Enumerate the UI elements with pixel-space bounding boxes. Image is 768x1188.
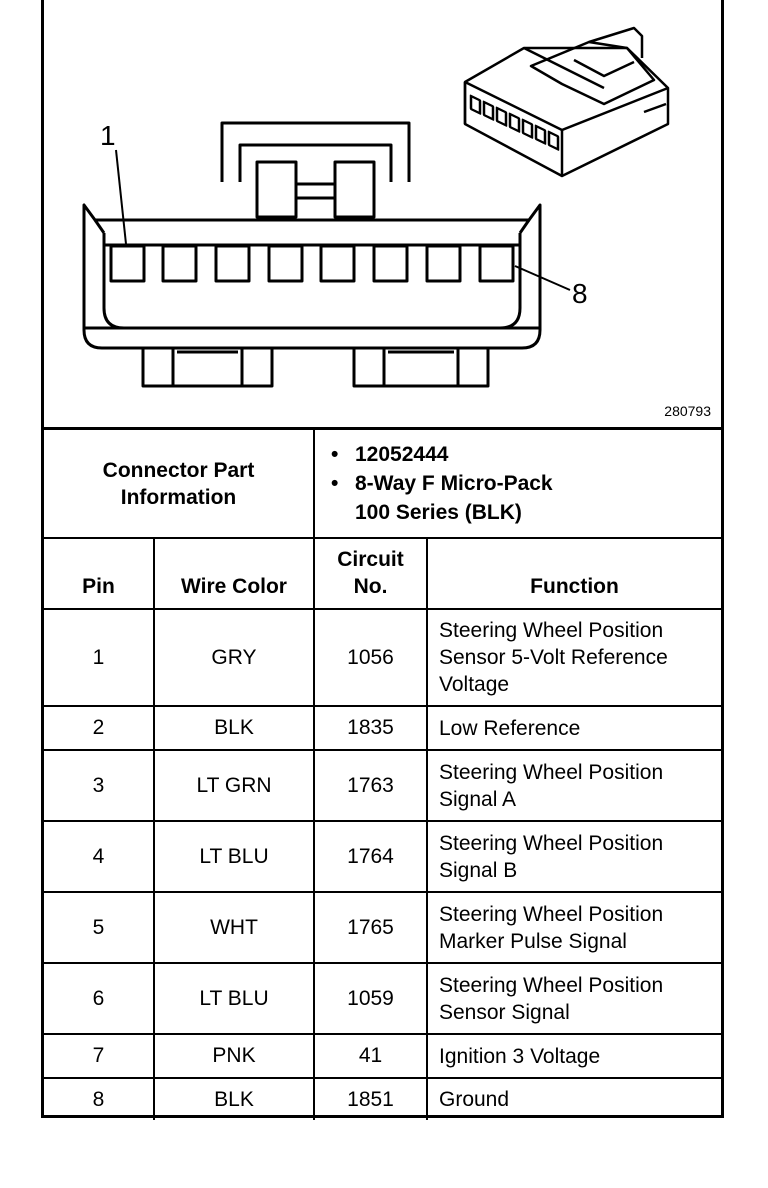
part-description-line2: 100 Series (BLK): [355, 501, 522, 524]
function-cell: [427, 750, 721, 821]
part-info-label-line2: Information: [120, 485, 237, 509]
wire-color-cell: WHT: [154, 892, 314, 963]
header-row: [44, 538, 721, 609]
circuit-cell: 1835: [314, 706, 427, 750]
function-line: Sensor 5-Volt Reference: [439, 646, 668, 669]
function-line: Steering Wheel Position: [439, 619, 664, 642]
figure-id: 280793: [664, 403, 711, 419]
circuit-cell: 1764: [314, 821, 427, 892]
function-line: Steering Wheel Position: [439, 902, 664, 926]
function-line: Sensor Signal: [439, 1000, 570, 1024]
part-info-label-line1: Connector Part: [102, 458, 255, 482]
table-row: [44, 892, 721, 963]
pin-cell: 1: [44, 609, 154, 706]
wire-color-header: Wire Color: [154, 538, 314, 609]
part-info-label: [44, 430, 314, 538]
circuit-cell: 1059: [314, 963, 427, 1034]
part-number: 12052444: [355, 443, 449, 466]
function-line: Signal A: [439, 787, 517, 811]
wire-color-cell: BLK: [154, 706, 314, 750]
wire-color-cell: LT BLU: [154, 821, 314, 892]
function-line: Steering Wheel Position: [439, 760, 664, 784]
table-row: [44, 963, 721, 1034]
pin-cell: 6: [44, 963, 154, 1034]
pin-cell: 7: [44, 1034, 154, 1078]
function-line: Low Reference: [439, 716, 581, 740]
pin-cell: 5: [44, 892, 154, 963]
function-line: Steering Wheel Position: [439, 973, 664, 997]
function-cell: [427, 706, 721, 750]
pin-cell: 8: [44, 1078, 154, 1120]
circuit-cell: 1056: [314, 609, 427, 706]
circuit-cell: 1763: [314, 750, 427, 821]
function-line: Steering Wheel Position: [439, 831, 664, 855]
part-info-row: [44, 430, 721, 538]
function-cell: [427, 892, 721, 963]
function-line: Marker Pulse Signal: [439, 929, 627, 953]
function-cell: [427, 609, 721, 706]
function-cell: [427, 963, 721, 1034]
pin-cell: 2: [44, 706, 154, 750]
wire-color-cell: GRY: [154, 609, 314, 706]
function-header: Function: [427, 538, 721, 609]
table-row: [44, 706, 721, 750]
table-row: [44, 609, 721, 706]
circuit-cell: 1765: [314, 892, 427, 963]
circuit-header-line2: No.: [353, 575, 388, 598]
function-line: Ground: [439, 1088, 510, 1111]
connector-table: [44, 430, 721, 1120]
function-line: Ignition 3 Voltage: [439, 1044, 601, 1068]
function-cell: [427, 1034, 721, 1078]
part-description-line1: 8-Way F Micro-Pack: [355, 472, 553, 495]
part-info-details: [314, 430, 721, 538]
bullet-icon: •: [331, 443, 339, 466]
connector-figure: [44, 0, 721, 430]
circuit-cell: 41: [314, 1034, 427, 1078]
table-row: [44, 1034, 721, 1078]
function-cell: [427, 1078, 721, 1120]
table-row: [44, 821, 721, 892]
bullet-icon: •: [331, 472, 339, 495]
function-line: Signal B: [439, 858, 518, 882]
connector-face-drawing: [44, 0, 721, 427]
wire-color-cell: BLK: [154, 1078, 314, 1120]
wire-color-cell: LT GRN: [154, 750, 314, 821]
wire-color-cell: PNK: [154, 1034, 314, 1078]
function-line: Voltage: [439, 673, 510, 696]
circuit-header: [314, 538, 427, 609]
connector-sheet: [41, 0, 724, 1118]
table-row: [44, 1078, 721, 1120]
wire-color-cell: LT BLU: [154, 963, 314, 1034]
pin-1-callout: 1: [100, 120, 116, 151]
pin-8-callout: 8: [572, 278, 588, 309]
function-cell: [427, 821, 721, 892]
circuit-cell: 1851: [314, 1078, 427, 1120]
table-row: [44, 750, 721, 821]
pin-header: Pin: [44, 538, 154, 609]
pin-cell: 4: [44, 821, 154, 892]
pin-cell: 3: [44, 750, 154, 821]
circuit-header-line1: Circuit: [337, 548, 404, 571]
